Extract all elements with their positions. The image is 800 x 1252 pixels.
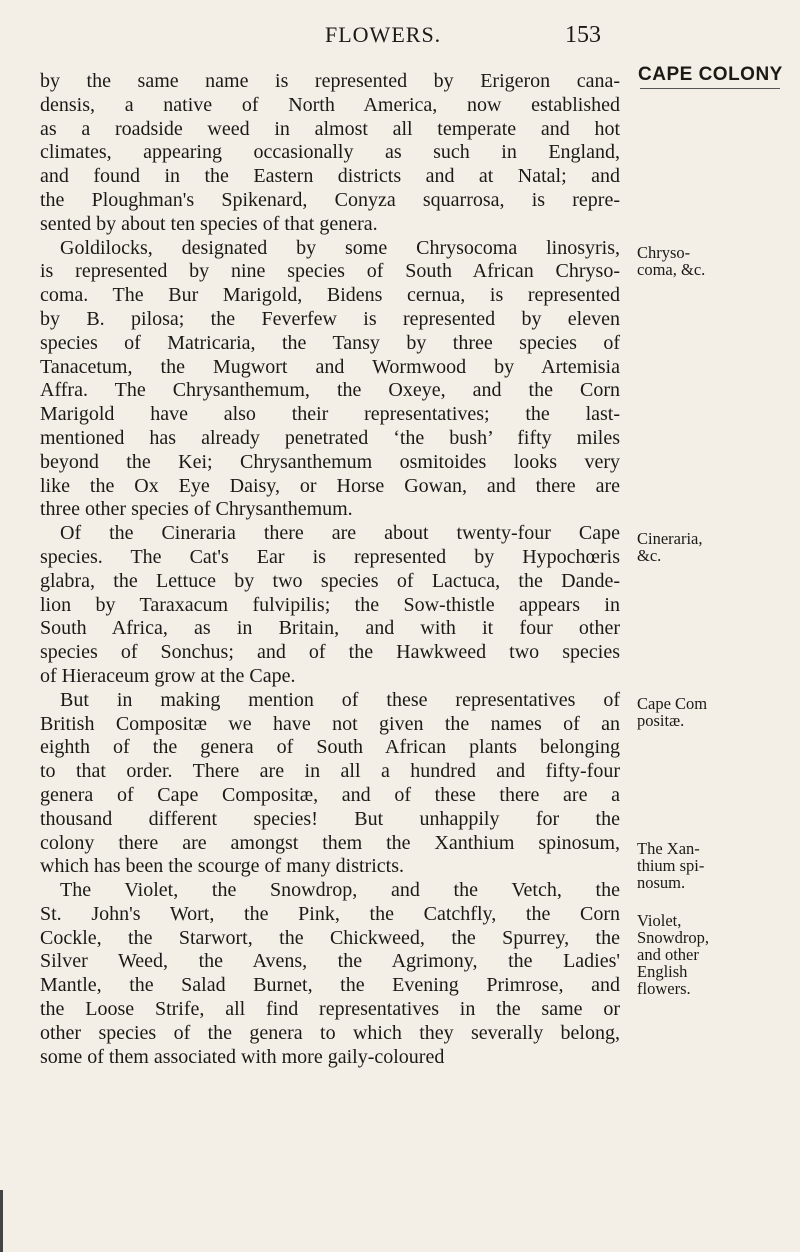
sidenote-violet (637, 912, 787, 997)
text-line: British Compositæ we have not given the names of an (40, 712, 620, 735)
text-line: beyond the Kei; Chrysanthemum osmitoides looks very (40, 450, 620, 473)
sidenote-line: nosum. (637, 873, 686, 892)
page-header (0, 22, 800, 62)
text-line: the Ploughman's Spikenard, Conyza squarrosa, is repre- (40, 188, 620, 211)
text-line: Goldilocks, designated by some Chrysocoma linosyris, (60, 236, 620, 259)
text-line: The Violet, the Snowdrop, and the Vetch, the (60, 879, 620, 902)
sidenote-line: The Xan- (637, 839, 700, 858)
sidenote-line: Cineraria, (637, 529, 703, 548)
text-line: three other species of Chrysanthemum. (40, 498, 353, 521)
text-line: genera of Cape Compositæ, and of these there are a (40, 783, 620, 806)
text-line: sented by about ten species of that genera. (40, 212, 378, 235)
sidenote-line: positæ. (637, 711, 685, 730)
sidenote-line: &c. (637, 546, 662, 565)
sidenote-line: coma, &c. (637, 260, 706, 279)
text-line: of Hieraceum grow at the Cape. (40, 664, 296, 687)
text-line: lion by Taraxacum fulvipilis; the Sow-thistle appears in (40, 593, 620, 616)
text-line: Affra. The Chrysanthemum, the Oxeye, and the Corn (40, 379, 620, 402)
sidenote-cape-colony: CAPE COLONY (638, 64, 783, 85)
sidenote-line: English (637, 962, 688, 981)
text-line: like the Ox Eye Daisy, or Horse Gowan, and there are (40, 474, 620, 497)
text-line: Mantle, the Salad Burnet, the Evening Primrose, and (40, 974, 620, 997)
running-head: FLOWERS. (325, 22, 442, 47)
text-line: colony there are amongst them the Xanthium spinosum, (40, 831, 620, 854)
text-line: the Loose Strife, all find representatives in the same or (40, 998, 620, 1021)
text-line: St. John's Wort, the Pink, the Catchfly, the Corn (40, 902, 620, 925)
sidenote-xanthium (637, 840, 787, 891)
body-text (40, 70, 620, 1069)
text-line: glabra, the Lettuce by two species of Lactuca, the Dande- (40, 569, 620, 592)
text-line: is represented by nine species of South African Chryso- (40, 260, 620, 283)
text-line: coma. The Bur Marigold, Bidens cernua, is represented (40, 284, 620, 307)
text-line: species. The Cat's Ear is represented by Hypochœris (40, 545, 620, 568)
page-number: 153 (565, 22, 601, 48)
page-edge-mark (0, 1190, 3, 1252)
text-line: which has been the scourge of many districts. (40, 855, 404, 878)
text-line: other species of the genera to which they severally belong, (40, 1021, 620, 1044)
text-line: and found in the Eastern districts and at Natal; and (40, 165, 620, 188)
sidenote-rule (640, 88, 780, 89)
sidenote-line: Snowdrop, (637, 928, 709, 947)
text-line: Marigold have also their representatives; the last- (40, 403, 620, 426)
sidenote-cape-compositae (637, 695, 787, 729)
text-line: Of the Cineraria there are about twenty-four Cape (60, 522, 620, 545)
sidenote-chrysocoma (637, 244, 787, 278)
text-line: by the same name is represented by Erigeron cana- (40, 70, 620, 92)
text-line: Silver Weed, the Avens, the Agrimony, the Ladies' (40, 950, 620, 973)
text-line: densis, a native of North America, now established (40, 93, 620, 116)
text-line: to that order. There are in all a hundred and fifty-four (40, 760, 620, 783)
text-line: by B. pilosa; the Feverfew is represented by eleven (40, 307, 620, 330)
text-line: some of them associated with more gaily-coloured (40, 1045, 445, 1068)
sidenote-line: Cape Com (637, 694, 708, 713)
text-line: as a roadside weed in almost all temperate and hot (40, 117, 620, 140)
text-line: But in making mention of these representatives of (60, 688, 620, 711)
text-line: mentioned has already penetrated ‘the bush’ fifty miles (40, 426, 620, 449)
text-line: Cockle, the Starwort, the Chickweed, the Spurrey, the (40, 926, 620, 949)
text-line: species of Sonchus; and of the Hawkweed two species (40, 641, 620, 664)
text-line: species of Matricaria, the Tansy by three species of (40, 331, 620, 354)
text-line: climates, appearing occasionally as such in England, (40, 141, 620, 164)
sidenote-line: flowers. (637, 979, 691, 998)
text-line: eighth of the genera of South African plants belonging (40, 736, 620, 759)
sidenote-line: and other (637, 945, 699, 964)
text-line: thousand different species! But unhappily for the (40, 807, 620, 830)
sidenote-line: thium spi- (637, 856, 705, 875)
text-line: Tanacetum, the Mugwort and Wormwood by Artemisia (40, 355, 620, 378)
sidenote-cineraria (637, 530, 787, 564)
sidenote-line: Chryso- (637, 243, 691, 262)
text-line: South Africa, as in Britain, and with it four other (40, 617, 620, 640)
sidenote-line: Violet, (637, 911, 682, 930)
